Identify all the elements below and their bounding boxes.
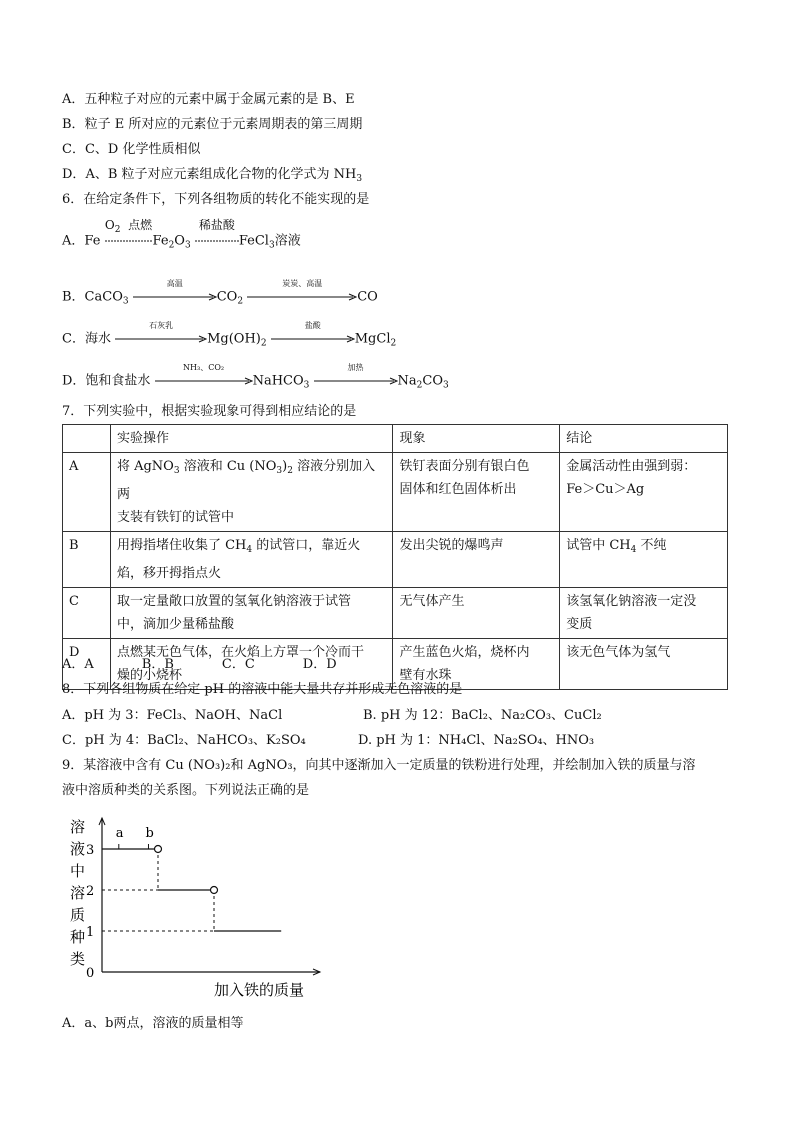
table-header-cell: 结论 (560, 425, 728, 453)
row-phenomenon: 铁钉表面分别有银白色 固体和红色固体析出 (393, 453, 560, 532)
y-axis-label-char: 溶 (70, 884, 86, 902)
q8-option-c: C．pH 为 4：BaCl₂、NaHCO₃、K₂SO₄ (62, 733, 306, 748)
y-axis-label-char: 质 (70, 906, 86, 924)
row-phenomenon: 发出尖锐的爆鸣声 (393, 532, 560, 588)
q8-option-a: A．pH 为 3：FeCl₃、NaOH、NaCl (62, 708, 283, 723)
row-phenomenon: 产生蓝色火焰，烧杯内 壁有水珠 (393, 639, 560, 690)
open-endpoint (211, 887, 218, 894)
q6a-cond-2: 稀盐酸 (198, 218, 235, 232)
q6-stem: 6．在给定条件下，下列各组物质的转化不能实现的是 (62, 192, 370, 207)
answer-a: A．A (62, 657, 94, 672)
y-tick-label: 3 (86, 843, 95, 858)
y-tick-label: 0 (86, 966, 95, 981)
y-axis-label-char: 种 (70, 928, 86, 946)
q5-option-a: A．五种粒子对应的元素中属于金属元素的是 B、E (62, 92, 355, 107)
row-id: B (63, 532, 111, 588)
q6-option-a: A．Fe $O_2$ 点燃 $Fe_2O_3$ 稀盐酸 FeCl$_3$溶液 (62, 218, 301, 251)
row-conclusion: 该氢氧化钠溶液一定没 变质 (560, 588, 728, 639)
row-conclusion: 该无色气体为氢气 (560, 639, 728, 690)
row-operation: 用拇指堵住收集了 $CH_4$ 的试管口，靠近火 焰，移开拇指点火 (110, 532, 393, 588)
y-axis-label-char: 中 (70, 862, 86, 880)
q5-option-d: D．A、B 粒子对应元素组成化合物的化学式为 $NH_3$ (62, 167, 363, 184)
q6-option-c: C．海水 石灰乳 $Mg(OH)_2$ 盐酸 MgCl$_2$ (62, 330, 396, 353)
q6a-arrow-1 (104, 218, 153, 250)
q6c-cond-2: 盐酸 (304, 321, 321, 330)
table-header-cell: 现象 (393, 425, 560, 453)
q5-option-b: B．粒子 E 所对应的元素位于元素周期表的第三周期 (62, 117, 363, 132)
answer-d: D．D (302, 657, 337, 672)
y-axis-label-char: 溶 (70, 818, 86, 836)
answer-b: B．B (141, 657, 174, 672)
open-endpoint (155, 846, 162, 853)
table-row (63, 532, 728, 588)
point-label-b: b (145, 826, 154, 841)
y-tick-label: 2 (86, 884, 95, 899)
q6d-cond-2: 加热 (347, 363, 364, 372)
row-operation: 将 AgNO$_3$ 溶液和 Cu $(NO_3)_2$ 溶液分别加入两 支装有铁钉的试管中 (110, 453, 393, 532)
table-header-row (63, 425, 728, 453)
q6c-arrow-1 (115, 321, 207, 348)
q6-option-b: B．CaCO$_3$ 高温 $CO_2$ 炭炭、高温 CO (62, 288, 378, 311)
q7-stem: 7．下列实验中，根据实验现象可得到相应结论的是 (62, 404, 357, 419)
row-id: D (63, 639, 111, 690)
row-conclusion: 试管中 $CH_4$ 不纯 (560, 532, 728, 588)
q9-stem-line2: 液中溶质种类的关系图。下列说法正确的是 (62, 783, 310, 798)
q8-option-d: D. pH 为 1：NH₄Cl、Na₂SO₄、HNO₃ (358, 733, 595, 748)
q9-option-a: A．a、b两点，溶液的质量相等 (62, 1016, 244, 1031)
q6d-cond-1: NH₃、CO₂ (183, 363, 225, 372)
table-row (63, 453, 728, 532)
q7-answers (62, 656, 337, 674)
table-row (63, 588, 728, 639)
row-operation: 点燃某无色气体，在火焰上方罩一个冷而干 燥的小烧杯 (110, 639, 393, 690)
y-tick-label: 1 (86, 925, 95, 940)
table-header-cell: 实验操作 (110, 425, 393, 453)
x-axis-label: 加入铁的质量 (214, 981, 305, 999)
y-axis-label-char: 类 (70, 950, 86, 968)
solute-type-chart (62, 812, 342, 1000)
q6c-cond-1: 石灰乳 (149, 321, 174, 330)
q6d-arrow-2 (314, 363, 398, 390)
q6a-cond-1: $O_2$ 点燃 (104, 218, 153, 235)
q6b-arrow-1 (133, 279, 217, 306)
q6-option-d: D．饱和食盐水 NH₃、CO₂ NaHCO$_3$ 加热 $Na_2CO_3$ (62, 372, 449, 395)
answer-c: C．C (221, 657, 255, 672)
experiment-table (62, 424, 728, 690)
q8-option-b: B. pH 为 12：BaCl₂、Na₂CO₃、CuCl₂ (363, 708, 602, 723)
q9-stem-line1: 9．某溶液中含有 Cu (NO₃)₂和 AgNO₃，向其中逐渐加入一定质量的铁粉进行处理，并绘制加入铁的质量与溶 (62, 758, 696, 773)
q6a-arrow-2 (195, 218, 239, 250)
row-phenomenon: 无气体产生 (393, 588, 560, 639)
q5-option-c: C．C、D 化学性质相似 (62, 142, 201, 157)
row-id: A (63, 453, 111, 532)
y-axis-label-char: 液 (70, 840, 86, 858)
q6b-arrow-2 (247, 279, 357, 306)
q6c-arrow-2 (271, 321, 355, 348)
table-header-cell (63, 425, 111, 453)
row-operation: 取一定量敞口放置的氢氧化钠溶液于试管 中，滴加少量稀盐酸 (110, 588, 393, 639)
q8-stem: 8．下列各组物质在给定 pH 的溶液中能大量共存并形成无色溶液的是 (62, 682, 463, 697)
q6b-cond-1: 高温 (166, 279, 183, 288)
q6b-cond-2: 炭炭、高温 (282, 279, 323, 288)
row-conclusion: 金属活动性由强到弱： Fe＞Cu＞Ag (560, 453, 728, 532)
q6d-arrow-1 (155, 363, 253, 390)
point-label-a: a (115, 826, 124, 841)
row-id: C (63, 588, 111, 639)
